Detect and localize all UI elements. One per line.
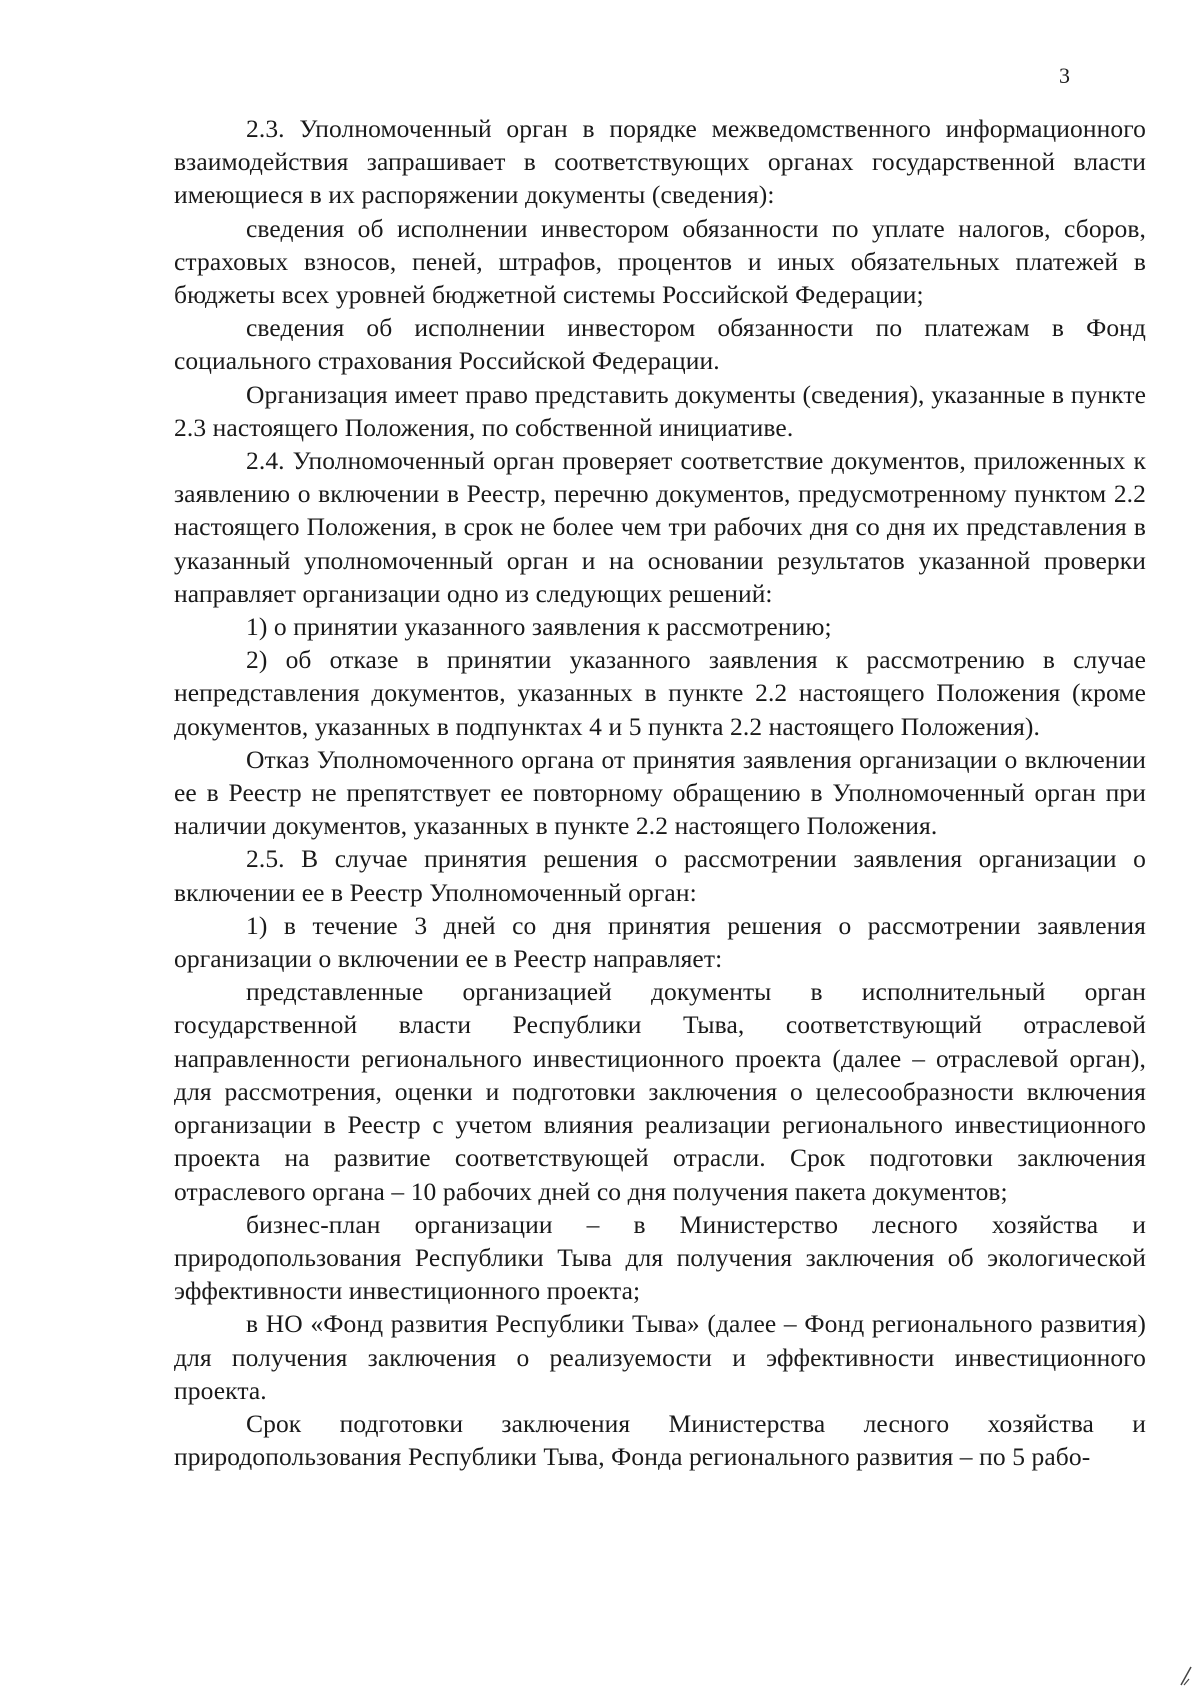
paragraph-decision-2: 2) об отказе в принятии указанного заявления к рассмотрению в случае непредставления документов, указанных в пункте 2.2 настоящего Положения (кроме документов, указанных в подпунктах 4 и 5 пункта 2.2 настоящего Положения). xyxy=(174,645,1146,741)
paragraph-2-5-item-1: 1) в течение 3 дней со дня принятия решения о рассмотрении заявления организации о включении ее в Реестр направляет: xyxy=(174,910,1146,974)
paragraph-2-3: 2.3. Уполномоченный орган в порядке межведомственного информационного взаимодействия запрашивает в соответствующих органах государственной власти имеющиеся в их распоряжении документы (сведения): xyxy=(174,114,1146,210)
paragraph-2-4: 2.4. Уполномоченный орган проверяет соответствие документов, приложенных к заявлению о включении в Реестр, перечню документов, предусмотренному пунктом 2.2 настоящего Положения, в срок не более чем три рабочих дня со дня их представления в указанный уполномоченный орган и на основании результатов указанной проверки направляет организации одно из следующих решений: xyxy=(174,446,1146,608)
document-body xyxy=(174,112,1146,1473)
paragraph-taxes-info: сведения об исполнении инвестором обязанности по уплате налогов, сборов, страховых взносов, пеней, штрафов, процентов и иных обязательных платежей в бюджеты всех уровней бюджетной системы Российской Федерации; xyxy=(174,213,1146,310)
paragraph-sector-body: представленные организацией документы в исполнительный орган государственной власти Республики Тыва, соответствующий отраслевой направленности регионального инвестиционного проекта (далее – отраслевой орган), для рассмотрения, оценки и подготовки заключения о целесообразности включения организации в Реестр с учетом влияния реализации регионального инвестиционного проекта на развитие соответствующей отрасли. Срок подготовки заключения отраслевого органа – 10 рабочих дней со дня получения пакета документов; xyxy=(174,977,1146,1206)
page-number: 3 xyxy=(1059,63,1070,88)
paragraph-2-5: 2.5. В случае принятия решения о рассмотрении заявления организации о включении ее в Реестр Уполномоченный орган: xyxy=(174,844,1146,907)
paragraph-own-initiative: Организация имеет право представить документы (сведения), указанные в пункте 2.3 настоящего Положения, по собственной инициативе. xyxy=(174,379,1146,442)
scan-mark-icon xyxy=(1178,1665,1194,1687)
paragraph-decision-1: 1) о принятии указанного заявления к рассмотрению; xyxy=(246,612,832,642)
paragraph-social-fund-info: сведения об исполнении инвестором обязанности по платежам в Фонд социального страхования Российской Федерации. xyxy=(174,313,1146,376)
paragraph-deadline: Срок подготовки заключения Министерства лесного хозяйства и природопользования Республики Тыва, Фонда регионального развития – по 5 рабо- xyxy=(174,1408,1146,1472)
paragraph-refusal: Отказ Уполномоченного органа от принятия заявления организации о включении ее в Реестр не препятствует ее повторному обращению в Уполномоченный орган при наличии документов, указанных в пункте 2.2 настоящего Положения. xyxy=(174,744,1146,841)
paragraph-business-plan: бизнес-план организации – в Министерство лесного хозяйства и природопользования Республики Тыва для получения заключения об экологической эффективности инвестиционного проекта; xyxy=(174,1209,1146,1306)
paragraph-development-fund: в НО «Фонд развития Республики Тыва» (далее – Фонд регионального развития) для получения заключения о реализуемости и эффективности инвестиционного проекта. xyxy=(174,1309,1146,1405)
